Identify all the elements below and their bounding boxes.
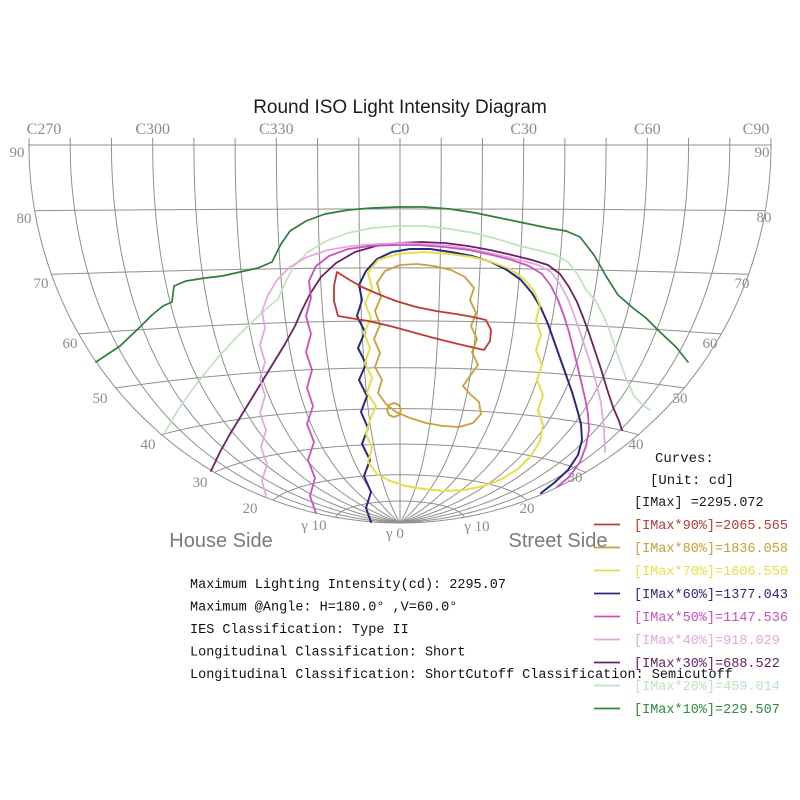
c-plane-meridian	[276, 145, 400, 523]
info-line-max-angle: Maximum @Angle: H=180.0° ,V=60.0°	[190, 600, 458, 616]
legend-row-label: [IMax*20%]=459.014	[634, 680, 780, 695]
c-plane-label: C90	[742, 121, 770, 138]
street-side-label: Street Side	[508, 530, 608, 552]
c-plane-label: C300	[135, 121, 171, 138]
info-line-max-intensity: Maximum Lighting Intensity(cd): 2295.07	[190, 578, 506, 593]
gamma-label: 60	[62, 336, 78, 352]
c-plane-meridian	[70, 145, 400, 523]
gamma-label: γ 10	[301, 518, 327, 534]
c-plane-meridian	[153, 145, 400, 523]
gamma-label: 40	[140, 437, 156, 453]
gamma-label: 30	[567, 470, 583, 486]
gamma-label: 90	[754, 145, 770, 161]
gamma-label: 30	[192, 475, 208, 491]
legend-row-label: [IMax*30%]=688.522	[634, 657, 780, 672]
gamma-label: 40	[628, 437, 644, 453]
gamma-label: 70	[734, 276, 750, 292]
gamma-label: 90	[9, 145, 25, 161]
contour-imax-50-	[306, 245, 589, 513]
c-plane-label: C330	[258, 121, 294, 138]
gamma-label: 20	[242, 501, 258, 517]
legend-unit: [Unit: cd]	[650, 473, 735, 489]
info-line-long-class: Longitudinal Classification: Short	[190, 645, 466, 661]
c-plane-label: C270	[26, 121, 62, 138]
c-plane-label: C60	[633, 121, 661, 138]
info-line-cutoff-class: Longitudinal Classification: ShortCutoff Classification: Semicutoff	[190, 668, 733, 683]
c-plane-label: C30	[510, 121, 538, 138]
gamma-label: 80	[756, 210, 772, 226]
legend-row-label: [IMax*10%]=229.507	[634, 703, 780, 718]
c-plane-label: C0	[390, 121, 410, 138]
contour-imax-10-	[96, 207, 688, 362]
legend-row-label: [IMax*40%]=918.029	[634, 634, 780, 649]
legend-row-label: [IMax*70%]=1606.550	[634, 565, 788, 580]
legend-row-label: [IMax*50%]=1147.536	[634, 611, 788, 626]
chart-title: Round ISO Light Intensity Diagram	[253, 97, 547, 118]
gamma-label: 60	[702, 336, 718, 352]
gamma-label: 50	[672, 391, 688, 407]
gamma-label: 20	[519, 501, 535, 517]
gamma-label: 50	[92, 391, 108, 407]
gamma-label: γ 10	[464, 519, 490, 535]
house-side-label: House Side	[169, 530, 273, 552]
legend-row-label: [IMax*60%]=1377.043	[634, 588, 788, 603]
legend-header: Curves:	[655, 451, 714, 467]
gamma-label: 70	[33, 276, 49, 292]
legend-row-label: [IMax*90%]=2065.565	[634, 519, 788, 534]
legend-row-label: [IMax*80%]=1836.058	[634, 542, 788, 557]
info-line-ies-class: IES Classification: Type II	[190, 623, 409, 638]
legend-row-label: [IMax] =2295.072	[634, 496, 764, 511]
contour-imax-20-	[165, 226, 650, 432]
gamma-label: γ 0	[386, 526, 404, 542]
gamma-label: 80	[16, 211, 32, 227]
